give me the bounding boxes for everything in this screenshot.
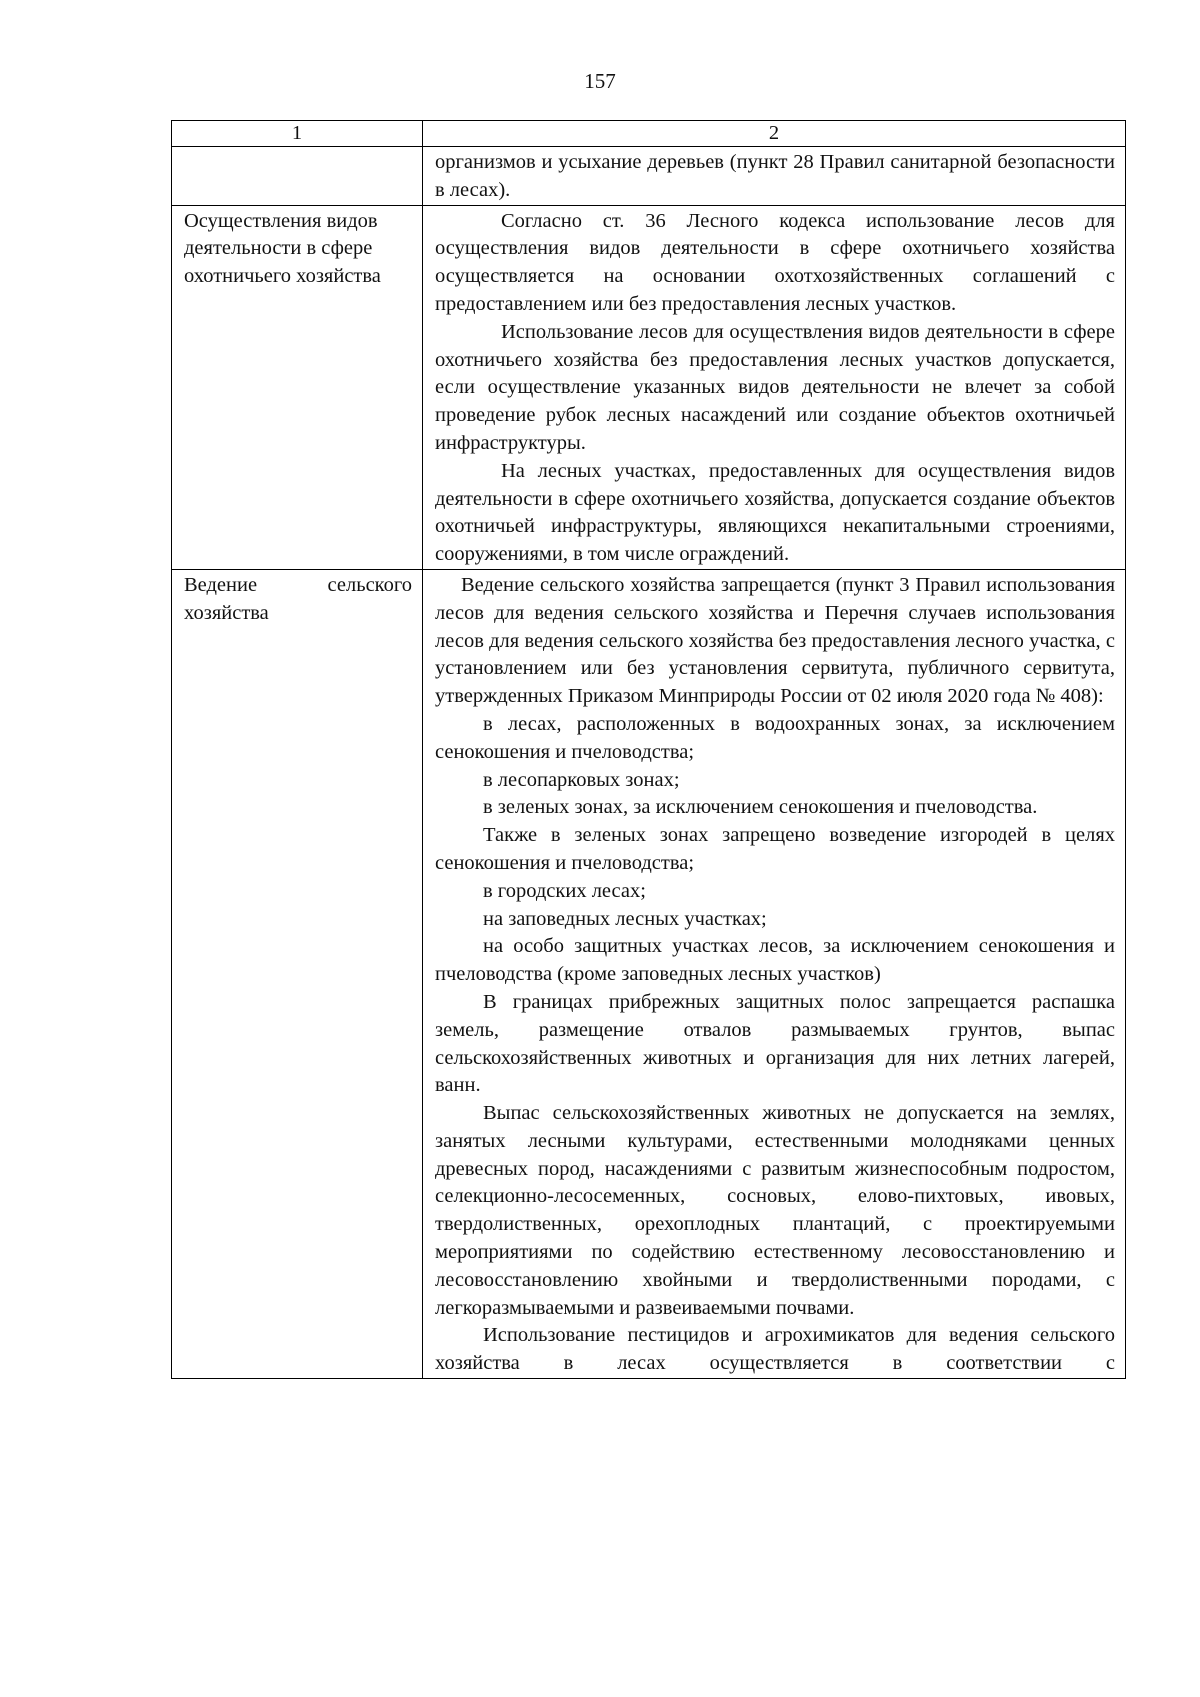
table-header-row [172, 121, 1126, 147]
paragraph: в лесопарковых зонах; [483, 768, 680, 791]
activity-cell: Ведение сельского хозяйства [172, 569, 423, 1378]
paragraph: В границах прибрежных защитных полос запрещается распашка земель, размещение отвалов размываемых грунтов, выпас сельскохозяйственных животных и организация для них летних лагерей, ванн. [435, 990, 1115, 1097]
paragraph: в лесах, расположенных в водоохранных зонах, за исключением сенокошения и пчеловодства; [435, 712, 1115, 763]
paragraph: в городских лесах; [483, 879, 646, 902]
paragraph: Использование пестицидов и агрохимикатов для ведения сельского хозяйства в лесах осуществляется в соответствии с [435, 1324, 1115, 1375]
paragraph: на особо защитных участках лесов, за исключением сенокошения и пчеловодства (кроме заповедных лесных участков) [435, 935, 1115, 986]
paragraph: Согласно ст. 36 Лесного кодекса использование лесов для осуществления видов деятельности в сфере охотничьего хозяйства осуществляется на основании охотхозяйственных соглашений с предоставлением или без предоставления лесных участков. [435, 209, 1115, 315]
table-row [172, 569, 1126, 1378]
activity-cell: Осуществления видов деятельности в сфере охотничьего хозяйства [172, 205, 423, 569]
column-header-2: 2 [423, 121, 1126, 147]
paragraph: Использование лесов для осуществления видов деятельности в сфере охотничьего хозяйства без предоставления лесных участков допускается, если осуществление указанных видов деятельности не влечет за собой проведение рубок лесных насаждений или создание объектов охотничьей инфраструктуры. [435, 320, 1115, 454]
paragraph: Также в зеленых зонах запрещено возведение изгородей в целях сенокошения и пчеловодства; [435, 824, 1115, 874]
table-row [172, 205, 1126, 569]
page-number: 157 [584, 69, 616, 93]
table-row [172, 147, 1126, 206]
column-header-1: 1 [172, 121, 423, 147]
paragraph: Выпас сельскохозяйственных животных не допускается на землях, занятых лесными культурами, естественными молодняками ценных древесных пород, насаждениями с развитым жизнеспособным подростом, селекционно-лесосеменных, сосновых, елово-пихтовых, ивовых, твердолиственных, орехоплодных плантаций, с проектируемыми мероприятиями по содействию естественному лесовосстановлению и лесовосстановлению хвойными и твердолиственными породами, с легкоразмываемыми и развеиваемыми почвами. [435, 1102, 1115, 1319]
paragraph: в зеленых зонах, за исключением сенокошения и пчеловодства. [483, 796, 1038, 819]
paragraph: организмов и усыхание деревьев (пункт 28 Правил санитарной безопасности в лесах). [435, 151, 1115, 201]
activity-cell [172, 147, 423, 206]
paragraph: на заповедных лесных участках; [483, 907, 767, 930]
paragraph: На лесных участках, предоставленных для осуществления видов деятельности в сфере охотничьего хозяйства, допускается создание объектов охотничьей инфраструктуры, являющихся некапитальными строениями, сооружениями, в том числе ограждений. [435, 459, 1115, 566]
paragraph: Ведение сельского хозяйства запрещается (пункт 3 Правил использования лесов для ведения сельского хозяйства и Перечня случаев использования лесов для ведения сельского хозяйства без предоставления лесного участка, с установлением или без установления сервитута, публичного сервитута, утвержденных Приказом Минприроды России от 02 июля 2020 года № 408): [435, 573, 1115, 708]
rules-cell [423, 569, 1126, 1378]
rules-cell [423, 147, 1126, 206]
rules-cell [423, 205, 1126, 569]
regulations-table [171, 120, 1126, 1379]
